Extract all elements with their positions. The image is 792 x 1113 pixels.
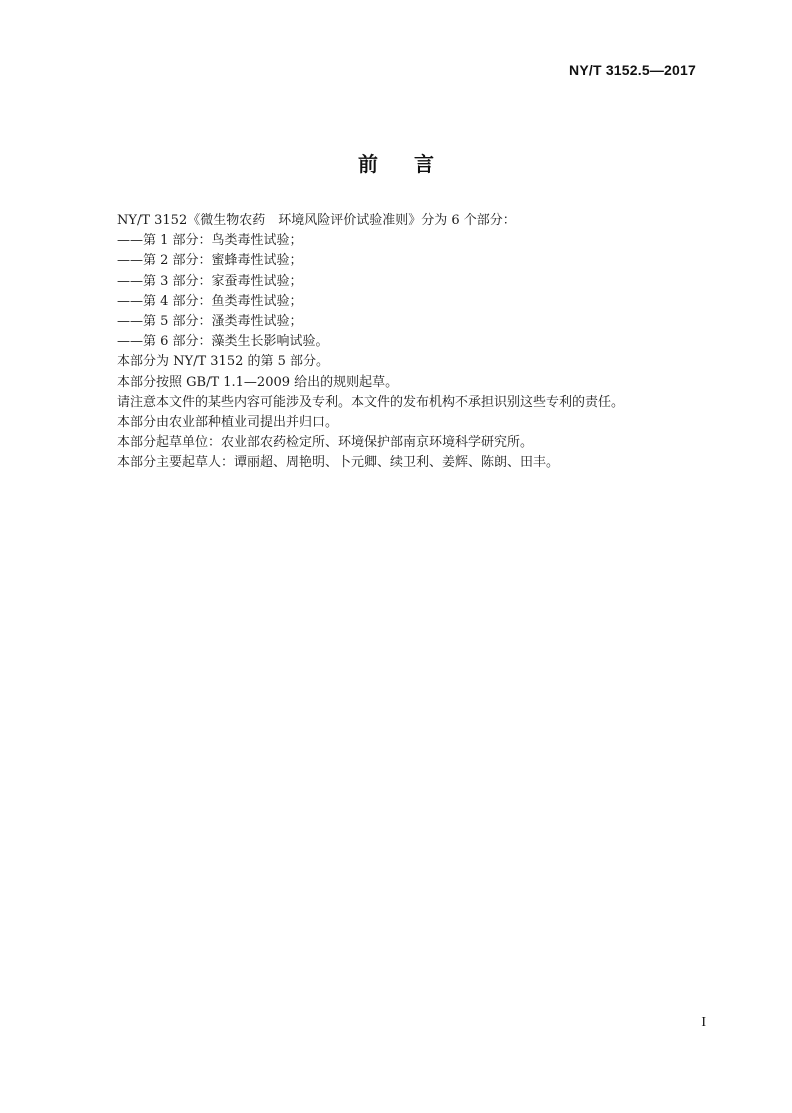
section-title: 前言 <box>358 152 470 176</box>
paragraph-proposer: 本部分由农业部种植业司提出并归口。 <box>117 415 339 431</box>
foreword-intro: NY/T 3152《微生物农药 环境风险评价试验准则》分为 6 个部分： <box>117 213 516 228</box>
page-number: I <box>701 1015 706 1030</box>
part-item-1: ——第 1 部分：鸟类毒性试验； <box>117 233 303 249</box>
paragraph-drafters: 本部分主要起草人：谭丽超、周艳明、卜元卿、续卫利、姜辉、陈朗、田丰。 <box>117 455 560 471</box>
paragraph-patent-notice: 请注意本文件的某些内容可能涉及专利。本文件的发布机构不承担识别这些专利的责任。 <box>117 394 625 410</box>
part-item-3: ——第 3 部分：家蚕毒性试验； <box>117 273 303 289</box>
foreword-body <box>117 211 707 474</box>
part-item-4: ——第 4 部分：鱼类毒性试验； <box>117 293 303 309</box>
paragraph-drafting-rules: 本部分按照 GB/T 1.1—2009 给出的规则起草。 <box>117 374 399 390</box>
standard-code: NY/T 3152.5—2017 <box>569 62 696 78</box>
part-item-2: ——第 2 部分：蜜蜂毒性试验； <box>117 253 303 269</box>
part-item-5: ——第 5 部分：溞类毒性试验； <box>117 314 303 330</box>
part-item-6: ——第 6 部分：藻类生长影响试验。 <box>117 334 329 350</box>
paragraph-part-number: 本部分为 NY/T 3152 的第 5 部分。 <box>117 354 330 370</box>
paragraph-drafting-units: 本部分起草单位：农业部农药检定所、环境保护部南京环境科学研究所。 <box>117 435 534 451</box>
